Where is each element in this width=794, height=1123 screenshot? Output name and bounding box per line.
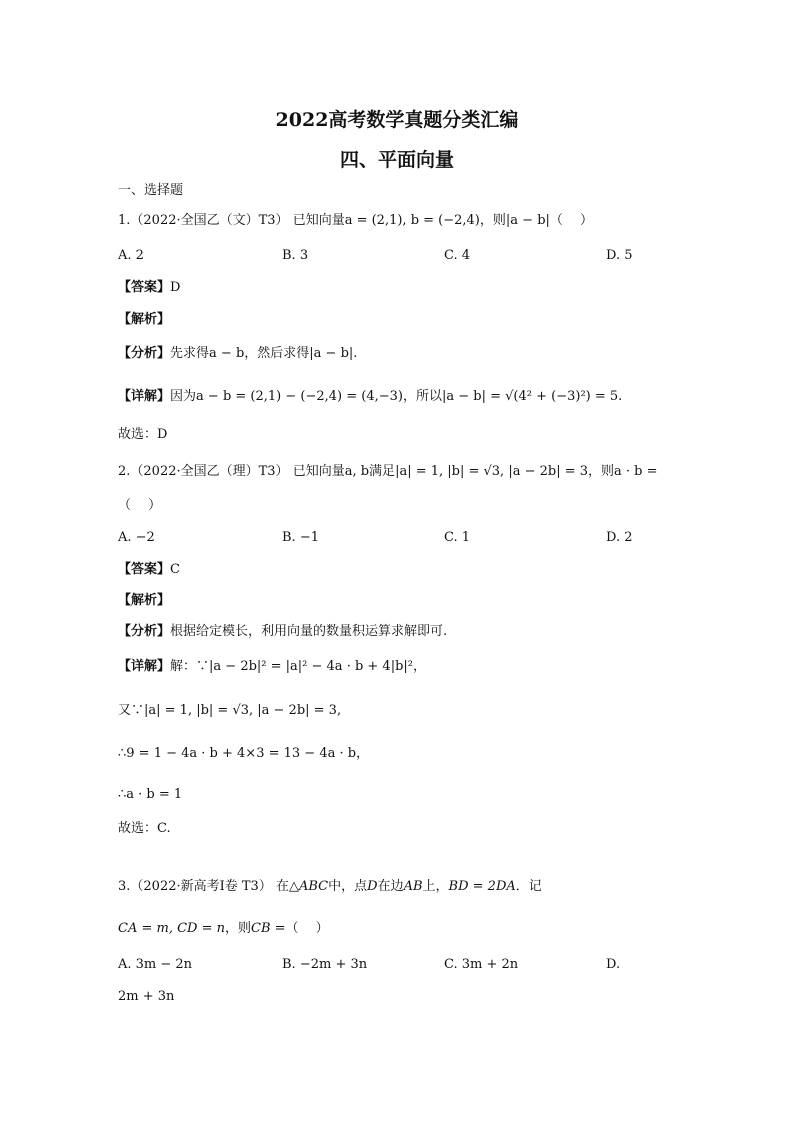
q1-choose: 故选：D — [118, 427, 168, 442]
q3-t2: 在边 — [377, 879, 404, 894]
q3-option-d-continued: 2m + 3n — [118, 989, 175, 1004]
q3-math-triangle: △ABC — [288, 879, 329, 894]
q1-answer-value: D — [170, 280, 181, 295]
q1-detail — [118, 388, 622, 406]
q3-line2-math: CA = m, CD = n — [118, 921, 225, 936]
q1-fenxi-text2: ，然后求得 — [244, 346, 310, 361]
q1-fenxi — [118, 345, 357, 363]
q3-t3: 上， — [422, 879, 449, 894]
q2-choose: 故选：C. — [118, 821, 171, 836]
q1-stem-text: 1.（2022·全国乙（文）T3） 已知向量 — [118, 213, 345, 228]
q2-math-vectors: a, b — [344, 464, 370, 479]
q3-line2-text: ，则 — [224, 921, 251, 936]
q3-math-ab: AB — [403, 879, 423, 894]
q2-detail-math: ∵|a − 2b|² = |a|² − 4a · b + 4|b|²， — [196, 659, 427, 674]
q3-option-b: B. −2m + 3n — [282, 957, 368, 972]
q1-fenxi-text1: 先求得 — [170, 346, 210, 361]
q3-line2-math2: CB = — [251, 921, 286, 936]
q2-option-c: C. 1 — [444, 530, 471, 545]
q3-option-d: D. — [606, 957, 621, 972]
q1-math-abs: |a − b| — [505, 213, 550, 228]
q2-fenxi-label: 【分析】 — [118, 624, 171, 639]
q1-answer — [118, 279, 180, 297]
question-1-stem — [118, 212, 593, 230]
q3-stem-text: 3.（2022·新高考Ⅰ卷 T3） 在 — [118, 879, 289, 894]
q2-line3: ∴9 = 1 − 4a · b + 4×3 = 13 − 4a · b， — [118, 746, 370, 761]
q1-fenxi-label: 【分析】 — [118, 346, 171, 361]
q1-fenxi-math2: |a − b| — [309, 346, 354, 361]
q1-detail-math2: |a − b| = √(4² + (−3)²) = 5 — [442, 389, 619, 404]
q2-option-d: D. 2 — [606, 530, 633, 545]
q2-option-b: B. −1 — [282, 530, 319, 545]
q1-option-c: C. 4 — [444, 248, 471, 263]
q2-line2: 又∵|a| = 1, |b| = √3, |a − 2b| = 3, — [118, 703, 342, 718]
q2-answer-value: C — [170, 562, 180, 577]
q2-answer — [118, 561, 180, 579]
q3-line2-paren: （ ） — [285, 921, 329, 936]
q1-paren: （ ） — [549, 213, 594, 228]
q3-t1: 中，点 — [328, 879, 368, 894]
q1-fenxi-end: . — [353, 346, 358, 361]
q1-detail-text1: 因为 — [170, 389, 197, 404]
q1-answer-label: 【答案】 — [118, 280, 171, 295]
q1-detail-text2: ，所以 — [402, 389, 442, 404]
q1-option-a: A. 2 — [118, 248, 144, 263]
q2-tail-text: ，则 — [588, 464, 615, 479]
q1-detail-label: 【详解】 — [118, 389, 171, 404]
q2-stem-text: 2.（2022·全国乙（理）T3） 已知向量 — [118, 464, 345, 479]
q2-option-a: A. −2 — [118, 530, 155, 545]
q3-option-c: C. 3m + 2n — [444, 957, 519, 972]
q1-mid-text: ，则 — [479, 213, 506, 228]
q1-option-d: D. 5 — [606, 248, 633, 263]
q3-line2 — [118, 920, 329, 938]
q2-analysis-label: 【解析】 — [118, 593, 171, 608]
q3-t4: ．记 — [515, 879, 542, 894]
q3-math-d: D — [367, 879, 378, 894]
q3-option-a: A. 3m − 2n — [118, 957, 193, 972]
question-2-stem — [118, 463, 658, 481]
q2-answer-label: 【答案】 — [118, 562, 171, 577]
q3-math-bd: BD = 2DA — [448, 879, 516, 894]
q2-detail-text: 解： — [170, 659, 197, 674]
q2-fenxi — [118, 623, 447, 641]
q2-fenxi-text: 根据给定模长，利用向量的数量积运算求解即可. — [170, 624, 448, 639]
q2-detail-label: 【详解】 — [118, 659, 171, 674]
q1-analysis-label: 【解析】 — [118, 312, 171, 327]
q2-math-conditions: |a| = 1, |b| = √3, |a − 2b| = 3 — [395, 464, 589, 479]
question-3-stem — [118, 878, 542, 896]
q1-option-b: B. 3 — [282, 248, 309, 263]
page-subtitle: 四、平面向量 — [339, 149, 454, 171]
q2-line4: ∴a · b = 1 — [118, 787, 183, 802]
q1-fenxi-math1: a − b — [209, 346, 245, 361]
page-title: 2022高考数学真题分类汇编 — [275, 109, 519, 131]
q2-math-dot: a · b = — [614, 464, 658, 479]
q2-detail — [118, 658, 426, 676]
q2-paren: （ ） — [118, 498, 162, 513]
q1-math-vectors: a = (2,1), b = (−2,4) — [344, 213, 480, 228]
q2-mid-text: 满足 — [369, 464, 396, 479]
q1-detail-math1: a − b = (2,1) − (−2,4) = (4,−3) — [196, 389, 403, 404]
section-heading: 一、选择题 — [118, 183, 184, 198]
q1-detail-end: . — [618, 389, 623, 404]
